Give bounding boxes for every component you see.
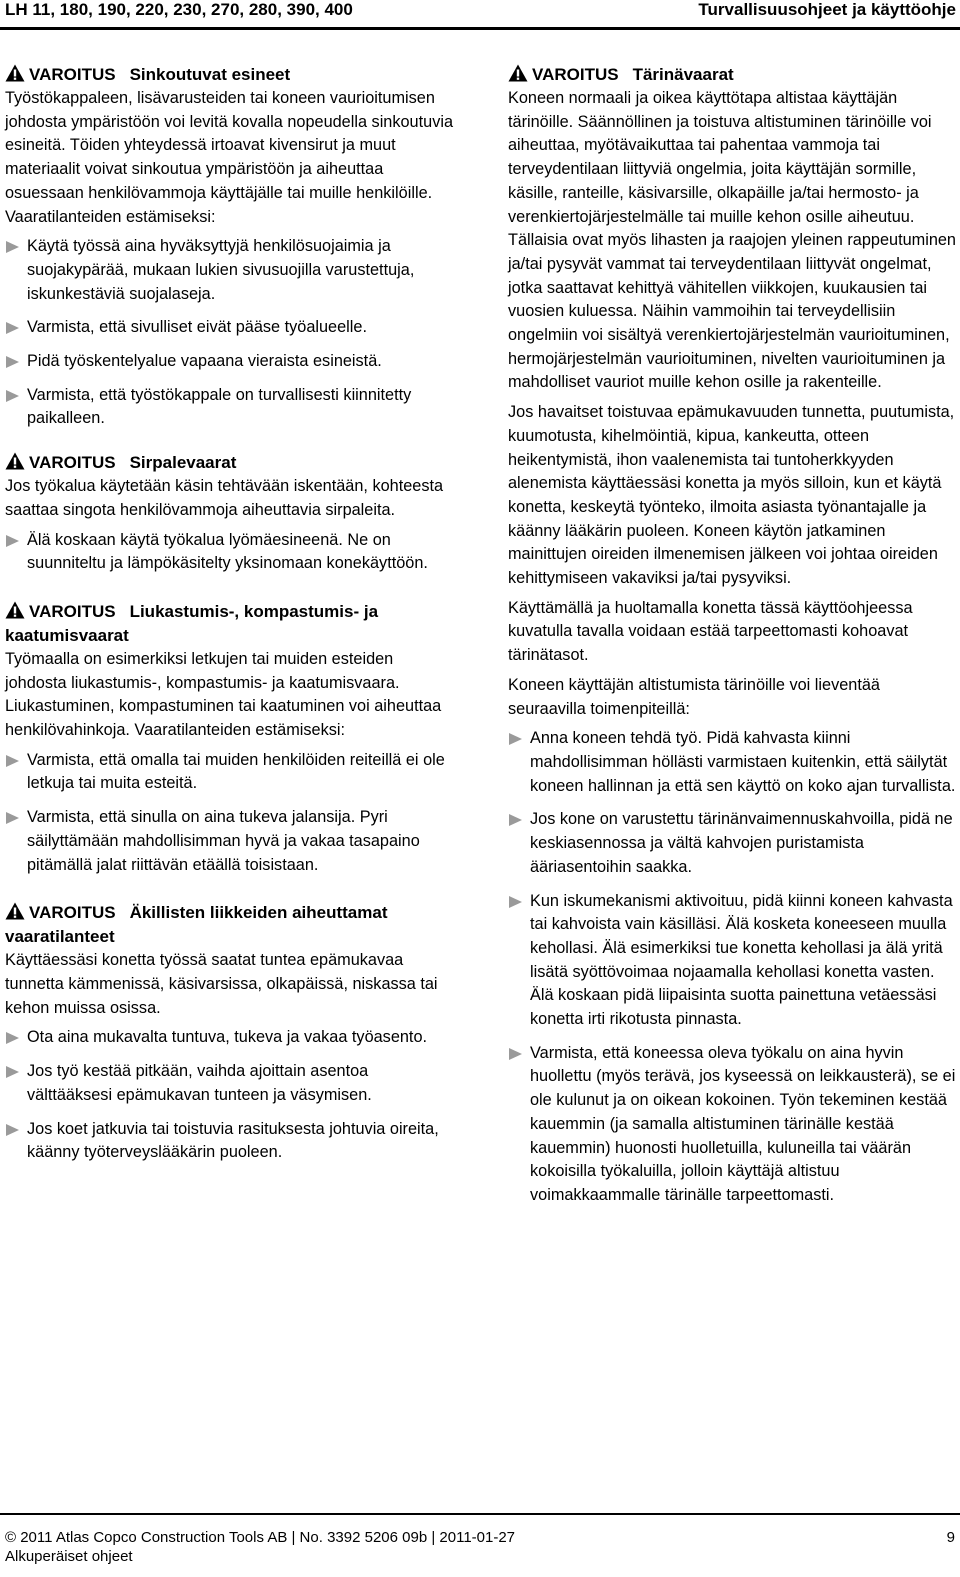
warning-splinters: [5, 451, 455, 576]
bullet-arrow-icon: [6, 356, 19, 368]
list-item: Anna koneen tehdä työ. Pidä kahvasta kiinni mahdollisimman höllästi varmistaen kuitenkin, että säilytät koneen hallinnan ja että sen käyttö on koko ajan turvallista.: [508, 727, 958, 798]
bullet-list: [5, 529, 455, 576]
warning-heading: [5, 901, 455, 949]
warning-signal-word: VAROITUS: [29, 65, 116, 84]
warning-slip-trip-fall: [5, 600, 455, 877]
bullet-arrow-icon: [6, 390, 19, 402]
footer-original-instructions: Alkuperäiset ohjeet: [5, 1548, 133, 1565]
bullet-arrow-icon: [6, 322, 19, 334]
warning-sudden-movements: [5, 901, 455, 1165]
list-item: Varmista, että koneessa oleva työkalu on aina hyvin huollettu (myös terävä, jos kyseessä on leikkausterä), se ei ole kulunut ja on oikean kokoinen. Työn tekeminen kestää kauemmin (ja samalla altistuminen tärinälle kestää kauemmin) huonosti huolletuilla, kuluneilla tai väärän kokoisilla työkaluilla, jolloin käyttäjä altistuu voimakkaammalle tärinälle tarpeettomasti.: [508, 1042, 958, 1208]
footer-copyright: © 2011 Atlas Copco Construction Tools AB | No. 3392 5206 09b | 2011-01-27: [5, 1529, 516, 1546]
warning-vibration: [508, 63, 958, 1208]
header-document-title: Turvallisuusohjeet ja käyttöohje: [698, 0, 956, 19]
warning-triangle-icon: [5, 902, 25, 920]
list-item: Jos työ kestää pitkään, vaihda ajoittain asentoa välttääksesi epämukavan tunteen ja väsymisen.: [5, 1060, 455, 1107]
warning-heading: [5, 451, 455, 475]
page-number: 9: [946, 1529, 955, 1546]
warning-title: Sinkoutuvat esineet: [129, 65, 291, 84]
warning-triangle-icon: [508, 64, 528, 82]
left-column: [5, 63, 455, 1182]
warning-signal-word: VAROITUS: [29, 903, 116, 923]
list-item: Varmista, että työstökappale on turvallisesti kiinnitetty paikalleen.: [5, 384, 455, 431]
list-item: Älä koskaan käytä työkalua lyömäesineenä. Ne on suunniteltu ja lämpökäsitelty yksinomaan konekäyttöön.: [5, 529, 455, 576]
warning-title: Tärinävaarat: [632, 65, 734, 84]
bullet-list: [5, 1026, 455, 1165]
bullet-list: [508, 727, 958, 1207]
list-item: Varmista, että sivulliset eivät pääse työalueelle.: [5, 316, 455, 340]
bullet-arrow-icon: [509, 814, 522, 826]
warning-signal-word: VAROITUS: [29, 453, 116, 473]
warning-heading: [5, 600, 455, 648]
footer-rule: [0, 1513, 960, 1515]
paragraph: Koneen käyttäjän altistumista tärinöille voi lieventää seuraavilla toimenpiteillä:: [508, 675, 880, 718]
header-rule: [0, 27, 960, 30]
warning-signal-word: VAROITUS: [532, 65, 619, 84]
warning-body: Jos työkalua käytetään käsin tehtävään iskentään, kohteesta saattaa singota henkilövammoja aiheuttavia sirpaleita.: [5, 477, 444, 519]
page-header: [0, 0, 960, 22]
right-column: [508, 63, 958, 1225]
warning-heading: [5, 63, 455, 87]
bullet-arrow-icon: [509, 896, 522, 908]
bullet-arrow-icon: [6, 241, 19, 253]
list-item: Pidä työskentelyalue vapaana vieraista esineistä.: [5, 350, 455, 374]
paragraph: Koneen normaali ja oikea käyttötapa altistaa käyttäjän tärinöille. Säännöllinen ja toistuva altistuminen tärinöille voi aiheuttaa, myötävaikuttaa tai pahentaa vammoja tai terveydentilaan liittyviä ongelmia, joita käyttäjän sormille, käsille, ranteille, käsivarsille, olkapäille ja/tai hermosto- ja verenkiertojärjestelmälle tai muille kehon osille aiheutuu. Tällaisia ovat myös lihasten ja raajojen yleinen rappeutuminen ja/tai pysyvät vammat tai terveydentilaan liittyvät ongelmat, jotka saattavat kehittyä vähitellen viikkojen, kuukausien tai vuosien kuluessa. Näihin vammoihin tai terveydellisiin ongelmiin voi sisältyä verenkiertojärjestelmän vaurioituminen, hermojärjestelmän vaurioituminen, nivelten vaurioituminen ja mahdolliset vauriot muille kehon osille ja rakenteille.: [508, 89, 956, 392]
list-item: Käytä työssä aina hyväksyttyjä henkilösuojaimia ja suojakypärää, mukaan lukien sivusuojilla varustettuja, iskunkestäviä suojalaseja.: [5, 235, 455, 306]
bullet-arrow-icon: [509, 733, 522, 745]
bullet-arrow-icon: [6, 812, 19, 824]
list-item: Varmista, että sinulla on aina tukeva jalansija. Pyri säilyttämään mahdollisimman hyvä ja vakaa tasapaino pitämällä jalat riittävän etäällä toisistaan.: [5, 806, 455, 877]
bullet-list: [5, 749, 455, 878]
page-footer: [5, 1528, 955, 1566]
bullet-arrow-icon: [6, 1032, 19, 1044]
paragraph: Jos havaitset toistuvaa epämukavuuden tunnetta, puutumista, kuumotusta, kihelmöintiä, kipua, kankeutta, otteen heikentymistä, ihon vaalenemista tai tuntoherkkyyden alenemista käyttäessäsi konetta ja myös silloin, kun et käytä konetta, keskeytä työnteko, ilmoita asiasta työnantajalle ja käänny lääkärin puoleen. Koneen käytön jatkaminen mainittujen oireiden ilmenemisen jälkeen voi johtaa oireiden kehittymiseen vakaviksi ja/tai pysyviksi.: [508, 403, 955, 588]
warning-signal-word: VAROITUS: [29, 601, 116, 621]
bullet-arrow-icon: [509, 1048, 522, 1060]
bullet-list: [5, 235, 455, 431]
warning-title: Sirpalevaarat: [129, 453, 237, 473]
warning-body: Käyttäessäsi konetta työssä saatat tuntea epämukavaa tunnetta kämmenissä, käsivarsissa, olkapäissä, niskassa tai kehon muissa osissa.: [5, 951, 438, 1017]
warning-body: Työmaalla on esimerkiksi letkujen tai muiden esteiden johdosta liukastumis-, kompastumis- ja kaatumisvaara. Liukastuminen, kompastuminen tai kaatuminen voi aiheuttaa henkilövahinkoja. Vaaratilanteiden estämiseksi:: [5, 649, 442, 740]
paragraph: Käyttämällä ja huoltamalla konetta tässä käyttöohjeessa kuvatulla tavalla voidaan estää tarpeettomasti kohoavat tärinätasot.: [508, 598, 913, 665]
warning-title: Äkillisten liikkeiden aiheuttamat vaaratilanteet: [5, 903, 388, 947]
bullet-arrow-icon: [6, 535, 19, 547]
bullet-arrow-icon: [6, 1124, 19, 1136]
warning-triangle-icon: [5, 601, 25, 619]
warning-body: Työstökappaleen, lisävarusteiden tai koneen vaurioitumisen johdosta ympäristöön voi levitä kovalla nopeudella sinkoutuvia esineitä. Töiden yhteydessä irtoavat kivensirut ja muut materiaalit voivat sinkoutua ympäristöön ja aiheuttaa osuessaan henkilövammoja käyttäjälle tai muille henkilöille. Vaaratilanteiden estämiseksi:: [5, 89, 454, 226]
header-model-list: LH 11, 180, 190, 220, 230, 270, 280, 390, 400: [5, 0, 353, 19]
bullet-arrow-icon: [6, 1066, 19, 1078]
list-item: Jos koet jatkuvia tai toistuvia rasituksesta johtuvia oireita, käänny työterveyslääkärin puoleen.: [5, 1118, 455, 1165]
warning-triangle-icon: [5, 64, 25, 82]
list-item: Kun iskumekanismi aktivoituu, pidä kiinni koneen kahvasta tai kahvoista vain käsilläsi. Älä kosketa koneeseen muulla kehollasi. Älä esimerkiksi tue konetta kehollasi ja älä yritä lisätä syöttövoimaa nojaamalla kehollasi konetta vasten. Älä koskaan pidä liipaisinta suotta painettuna vetäessäsi konetta irti rikotusta pinnasta.: [508, 890, 958, 1032]
warning-triangle-icon: [5, 452, 25, 470]
list-item: Jos kone on varustettu tärinänvaimennuskahvoilla, pidä ne keskiasennossa ja vältä kahvojen puristamista ääriasentoihin saakka.: [508, 808, 958, 879]
list-item: Ota aina mukavalta tuntuva, tukeva ja vakaa työasento.: [5, 1026, 455, 1050]
warning-heading: [508, 63, 958, 87]
warning-title: Liukastumis-, kompastumis- ja kaatumisvaarat: [5, 601, 379, 645]
warning-flying-objects: [5, 63, 455, 431]
list-item: Varmista, että omalla tai muiden henkilöiden reiteillä ei ole letkuja tai muita esteitä.: [5, 749, 455, 796]
bullet-arrow-icon: [6, 755, 19, 767]
